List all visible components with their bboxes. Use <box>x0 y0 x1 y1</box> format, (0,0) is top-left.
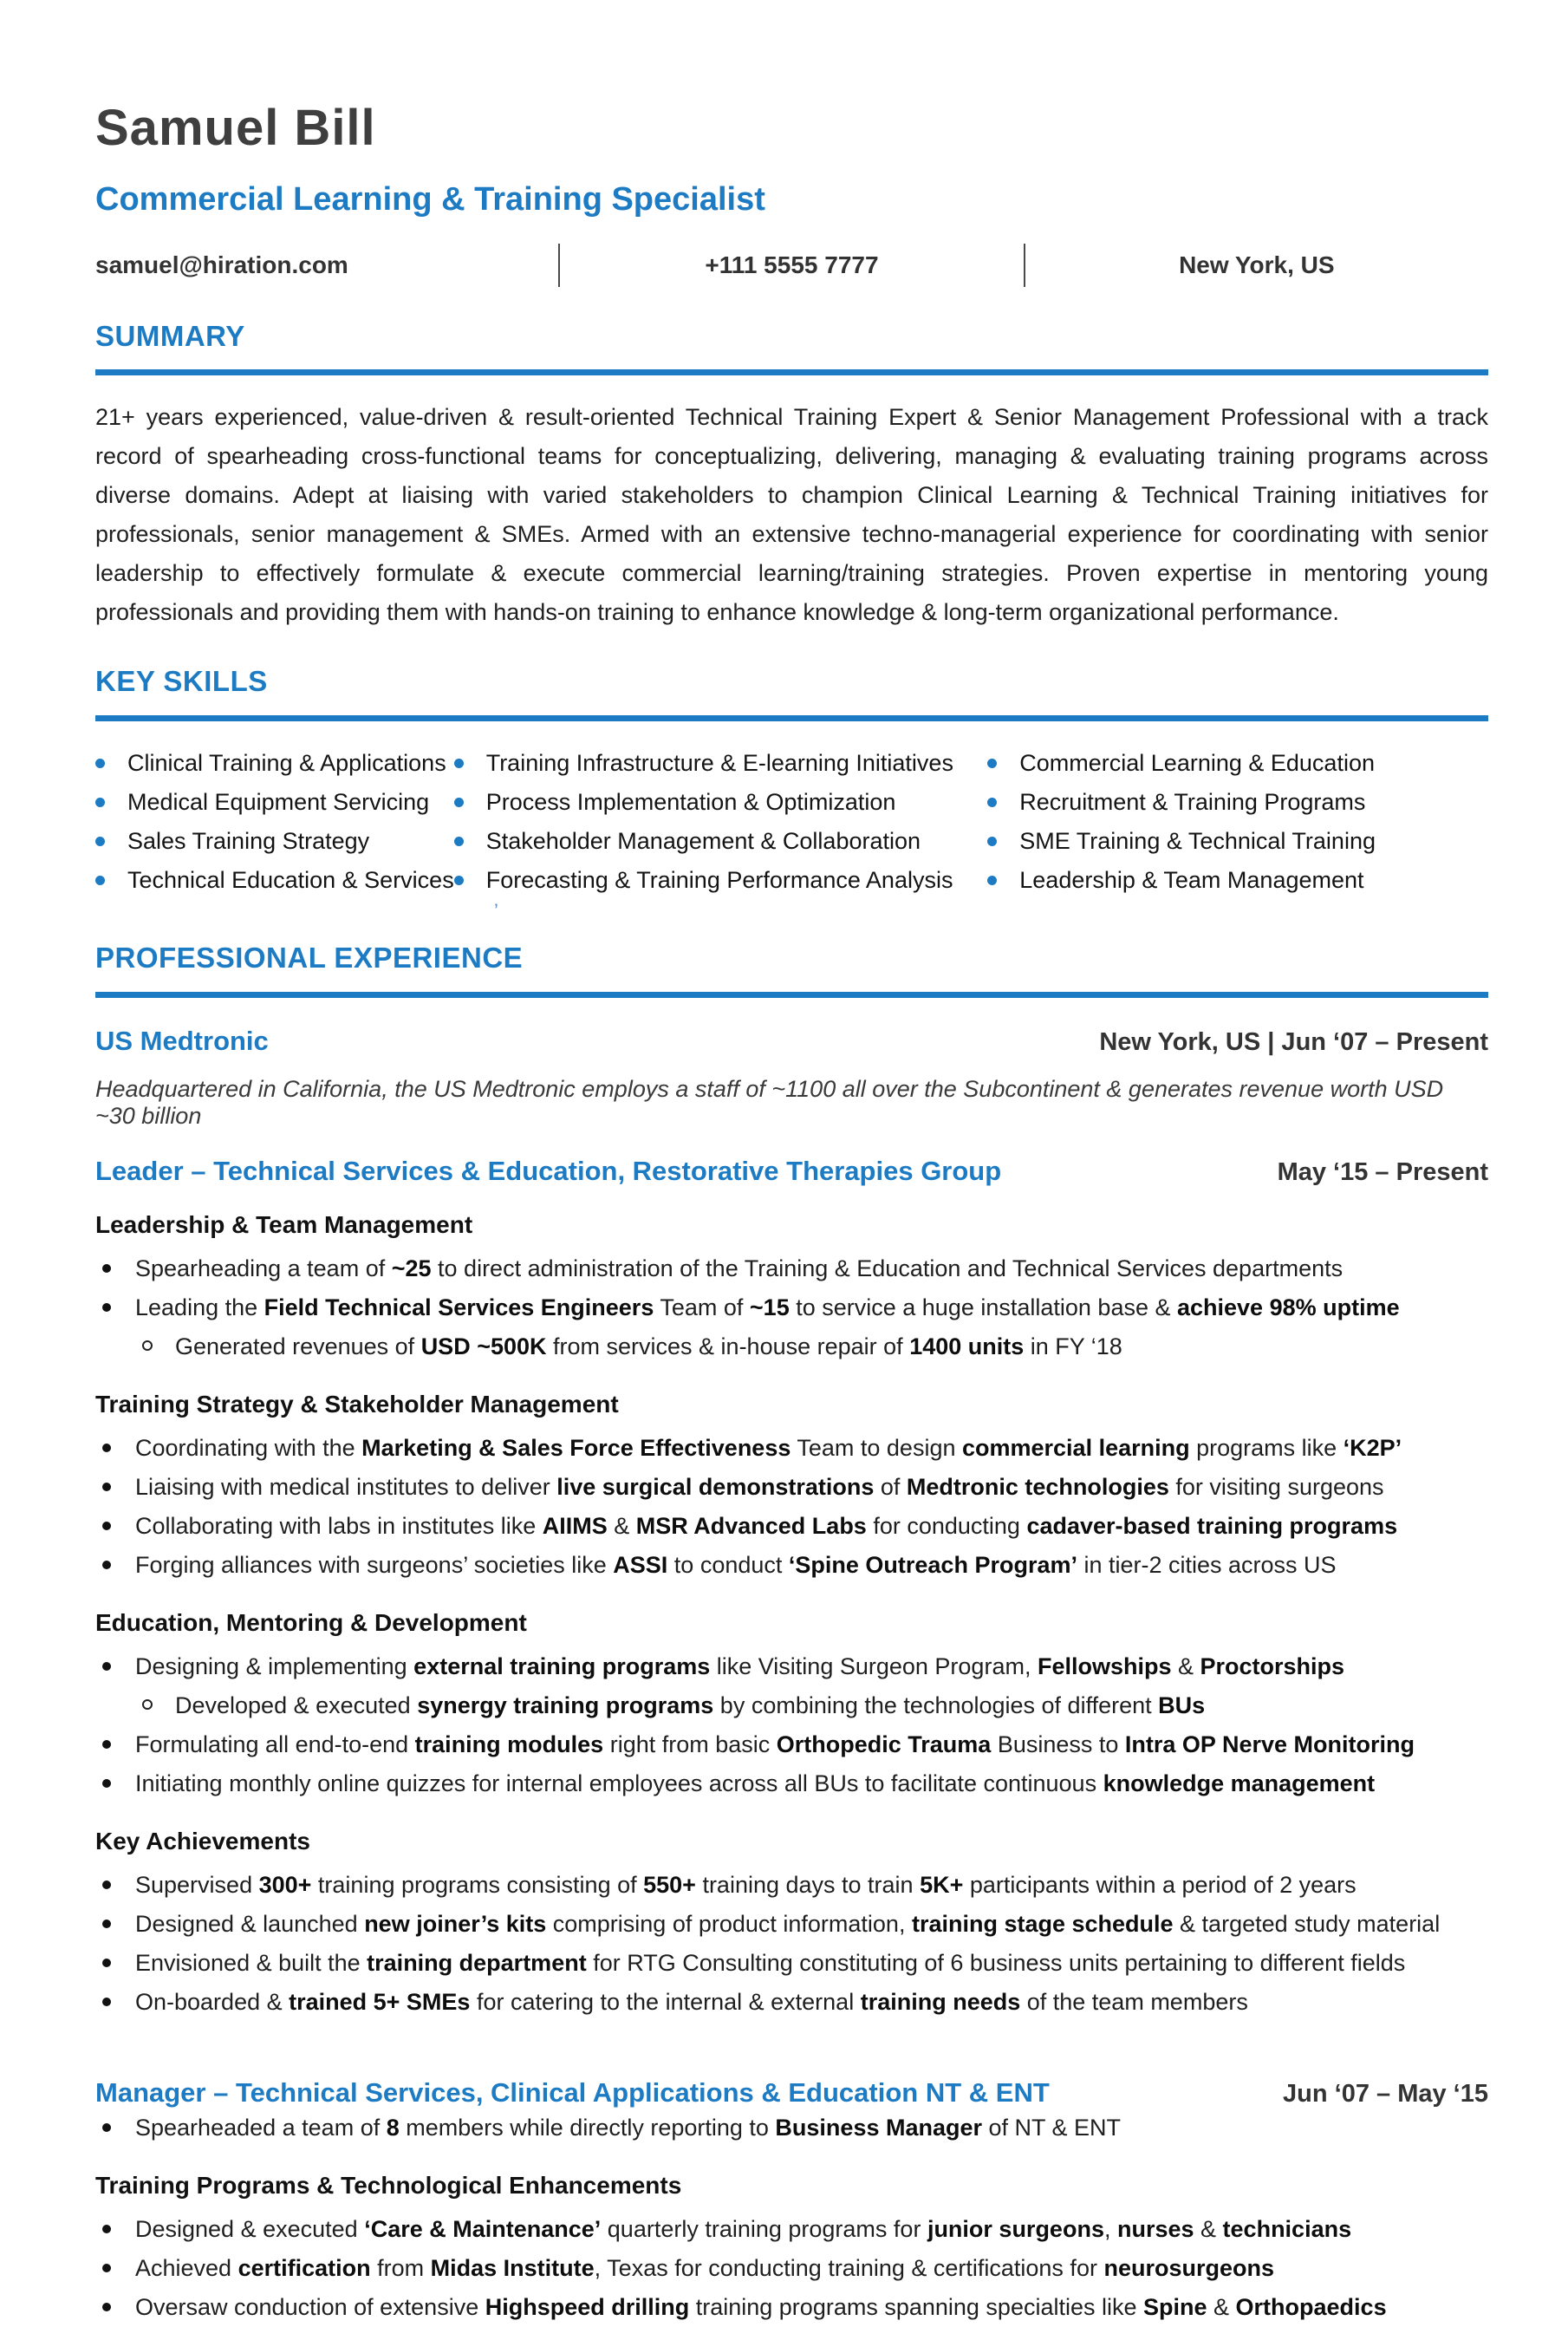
text-segment: for catering to the internal & external <box>470 1988 861 2015</box>
bullet-text <box>135 1764 1375 1803</box>
bullet-dot-icon <box>102 2225 111 2233</box>
bullet-dot-icon <box>95 798 105 807</box>
skill-item <box>454 861 988 900</box>
bold-text-segment: ‘Care & Maintenance’ <box>364 2215 602 2242</box>
bullet-text <box>135 1249 1343 1288</box>
skill-item <box>987 822 1488 861</box>
bullet-dot-icon <box>102 1662 111 1671</box>
bullet-text <box>135 1647 1344 1686</box>
skill-label: Training Infrastructure & E-learning Initiatives <box>485 750 953 777</box>
text-segment: by combining the technologies of different <box>713 1691 1159 1718</box>
text-segment: members while directly reporting to <box>399 2114 776 2141</box>
bullet-item <box>95 1468 1488 1507</box>
bullet-dot-icon <box>102 1998 111 2006</box>
skill-item <box>987 783 1488 822</box>
bold-text-segment: ~25 <box>391 1255 432 1281</box>
bold-text-segment: Spine <box>1143 2293 1207 2320</box>
section-rule <box>95 992 1488 998</box>
bold-text-segment: Intra OP Nerve Monitoring <box>1124 1731 1415 1757</box>
text-segment: Business to <box>991 1731 1125 1757</box>
text-segment: Envisioned & built the <box>135 1949 368 1976</box>
skill-label: Clinical Training & Applications <box>127 750 446 777</box>
bullet-item <box>95 1327 1488 1366</box>
bullet-item <box>95 1288 1488 1327</box>
bullet-item <box>95 1905 1488 1944</box>
bullet-dot-icon <box>987 876 997 885</box>
skill-label: Leadership & Team Management <box>1019 867 1364 894</box>
bullet-item <box>95 1647 1488 1686</box>
text-segment: to direct administration of the Training & Education and Technical Services departments <box>431 1255 1344 1281</box>
bold-text-segment: Medtronic technologies <box>906 1473 1169 1500</box>
text-segment: to conduct <box>667 1551 789 1578</box>
company-location-dates: New York, US | Jun ‘07 – Present <box>1099 1027 1488 1056</box>
company-name: US Medtronic <box>95 1025 269 1056</box>
text-segment: of NT & ENT <box>982 2114 1122 2141</box>
bullet-dot-icon <box>95 837 105 846</box>
bold-text-segment: training needs <box>860 1988 1021 2015</box>
bold-text-segment: cadaver-based training programs <box>1026 1512 1398 1539</box>
bullet-text <box>135 1983 1248 2022</box>
bold-text-segment: USD ~500K <box>420 1333 547 1359</box>
bullet-dot-icon <box>454 876 464 885</box>
text-segment: Team to design <box>791 1434 962 1461</box>
text-segment: Forging alliances with surgeons’ societies like <box>135 1551 614 1578</box>
text-segment: from services & in-house repair of <box>546 1333 910 1359</box>
text-segment: for RTG Consulting constituting of 6 business units pertaining to different fields <box>586 1949 1406 1976</box>
bullet-text <box>135 2288 1387 2327</box>
bullet-text <box>135 2109 1121 2148</box>
skill-item <box>95 861 454 900</box>
text-segment: Designed & launched <box>135 1910 365 1937</box>
bullet-dot-icon <box>987 837 997 846</box>
bullet-item <box>95 1686 1488 1725</box>
stray-mark: ’ <box>494 900 498 922</box>
bold-text-segment: ASSI <box>613 1551 668 1578</box>
section-experience <box>95 943 1488 2327</box>
skill-item <box>454 822 988 861</box>
company-tagline: Headquartered in California, the US Medtronic employs a staff of ~1100 all over the Subcontinent & generates revenue worth USD ~30 billion <box>95 1075 1444 1129</box>
sub-bullet-circle-icon <box>142 1340 153 1351</box>
bold-text-segment: Fellowships <box>1037 1652 1172 1679</box>
bold-text-segment: synergy training programs <box>417 1691 714 1718</box>
bullet-item <box>95 2109 1488 2148</box>
bullet-dot-icon <box>454 759 464 768</box>
group-subheading: Training Programs & Technological Enhancements <box>95 2171 682 2199</box>
bullet-dot-icon <box>454 837 464 846</box>
bullet-dot-icon <box>102 1483 111 1491</box>
bullet-dot-icon <box>102 2123 111 2132</box>
text-segment: On-boarded & <box>135 1988 290 2015</box>
bullet-dot-icon <box>102 1264 111 1273</box>
bold-text-segment: training modules <box>414 1731 604 1757</box>
group-subheading: Training Strategy & Stakeholder Management <box>95 1390 619 1418</box>
text-segment: right from basic <box>603 1731 777 1757</box>
skill-item <box>987 861 1488 900</box>
text-segment: Spearheaded a team of <box>135 2114 387 2141</box>
text-segment: Developed & executed <box>175 1691 418 1718</box>
bold-text-segment: 8 <box>386 2114 400 2141</box>
text-segment: in tier-2 cities across US <box>1077 1551 1337 1578</box>
text-segment: training programs spanning specialties like <box>689 2293 1144 2320</box>
text-segment: of the team members <box>1020 1988 1248 2015</box>
bold-text-segment: junior surgeons <box>927 2215 1104 2242</box>
bullet-text <box>135 2249 1274 2288</box>
text-segment: for visiting surgeons <box>1168 1473 1384 1500</box>
text-segment: , Texas for conducting training & certifications for <box>594 2254 1104 2281</box>
bullet-item <box>95 1546 1488 1585</box>
text-segment: comprising of product information, <box>546 1910 912 1937</box>
bold-text-segment: live surgical demonstrations <box>556 1473 875 1500</box>
bold-text-segment: training stage schedule <box>911 1910 1174 1937</box>
text-segment: Leading the <box>135 1294 264 1320</box>
bold-text-segment: Field Technical Services Engineers <box>264 1294 654 1320</box>
bullet-dot-icon <box>102 1740 111 1749</box>
bullet-text <box>135 1468 1384 1507</box>
text-segment: Designed & executed <box>135 2215 365 2242</box>
bullet-text <box>135 1905 1440 1944</box>
bullet-text <box>175 1327 1122 1366</box>
role-title: Leader – Technical Services & Education, Restorative Therapies Group <box>95 1155 1002 1186</box>
text-segment: Collaborating with labs in institutes like <box>135 1512 543 1539</box>
bullet-item <box>95 1249 1488 1288</box>
text-segment: Initiating monthly online quizzes for internal employees across all BUs to facilitate continuous <box>135 1770 1103 1796</box>
bullet-text <box>135 1725 1415 1764</box>
bullet-dot-icon <box>987 759 997 768</box>
text-segment: like Visiting Surgeon Program, <box>710 1652 1038 1679</box>
text-segment: participants within a period of 2 years <box>963 1871 1357 1898</box>
skill-item <box>987 744 1488 783</box>
bold-text-segment: 300+ <box>258 1871 312 1898</box>
bold-text-segment: trained 5+ SMEs <box>289 1988 471 2015</box>
bullet-dot-icon <box>987 798 997 807</box>
text-segment: Generated revenues of <box>175 1333 421 1359</box>
company-row <box>95 1026 1488 1057</box>
bullet-dot-icon <box>102 1303 111 1312</box>
bold-text-segment: commercial learning <box>961 1434 1190 1461</box>
text-segment: for conducting <box>866 1512 1027 1539</box>
bullet-dot-icon <box>454 798 464 807</box>
text-segment: & <box>1194 2215 1223 2242</box>
text-segment: , <box>1103 2215 1117 2242</box>
text-segment: Spearheading a team of <box>135 1255 392 1281</box>
group-subheading: Key Achievements <box>95 1827 310 1854</box>
text-segment: programs like <box>1189 1434 1344 1461</box>
bullet-item <box>95 1429 1488 1468</box>
bold-text-segment: certification <box>237 2254 371 2281</box>
group-subheading: Education, Mentoring & Development <box>95 1608 527 1636</box>
text-segment: Liaising with medical institutes to deliver <box>135 1473 557 1500</box>
bold-text-segment: neurosurgeons <box>1103 2254 1274 2281</box>
section-key-skills <box>95 667 1488 922</box>
bold-text-segment: MSR Advanced Labs <box>635 1512 867 1539</box>
bold-text-segment: Orthopaedics <box>1235 2293 1387 2320</box>
bold-text-segment: AIIMS <box>542 1512 608 1539</box>
role-dates: Jun ‘07 – May ‘15 <box>1283 2079 1488 2108</box>
bullet-text <box>175 1686 1205 1725</box>
experience-heading: PROFESSIONAL EXPERIENCE <box>95 942 524 974</box>
bold-text-segment: 5K+ <box>920 1871 964 1898</box>
text-segment: training days to train <box>695 1871 921 1898</box>
bold-text-segment: achieve 98% uptime <box>1177 1294 1400 1320</box>
bullet-item <box>95 1983 1488 2022</box>
contact-row <box>95 244 1488 287</box>
bold-text-segment: technicians <box>1222 2215 1352 2242</box>
bullet-item <box>95 1866 1488 1905</box>
text-segment: quarterly training programs for <box>601 2215 927 2242</box>
bullet-dot-icon <box>102 1444 111 1452</box>
skill-label: Stakeholder Management & Collaboration <box>485 828 921 855</box>
job-title: Commercial Learning & Training Specialist <box>95 180 765 218</box>
skill-item <box>95 744 454 783</box>
text-segment: of <box>874 1473 907 1500</box>
text-segment: Supervised <box>135 1871 259 1898</box>
section-rule <box>95 369 1488 375</box>
skill-label: SME Training & Technical Training <box>1019 828 1376 855</box>
skill-label: Recruitment & Training Programs <box>1019 789 1366 816</box>
bullet-dot-icon <box>95 876 105 885</box>
summary-text: 21+ years experienced, value-driven & result-oriented Technical Training Expert & Senior Management Professional with a track record of spearheading cross-functional teams for conceptualizing, delivering, managing & evaluating training programs across diverse domains. Adept at liaising with varied stakeholders to champion Clinical Learning & Technical Training initiatives for professionals, senior management & SMEs. Armed with an extensive techno-managerial experience for coordinating with senior leadership to effectively formulate & execute commercial learning/training strategies. Proven expertise in mentoring young professionals and providing them with hands-on training to enhance knowledge & long-term organizational performance. <box>95 404 1488 626</box>
bullet-dot-icon <box>102 2264 111 2272</box>
skill-label: Technical Education & Services <box>127 867 454 894</box>
skill-item <box>95 822 454 861</box>
candidate-name: Samuel Bill <box>95 100 376 156</box>
bullet-dot-icon <box>102 1561 111 1569</box>
text-segment: Designing & implementing <box>135 1652 414 1679</box>
bullet-item <box>95 2288 1488 2327</box>
bullet-item <box>95 2249 1488 2288</box>
bold-text-segment: nurses <box>1116 2215 1194 2242</box>
bold-text-segment: 550+ <box>643 1871 696 1898</box>
email-text: samuel@hiration.com <box>95 251 348 278</box>
text-segment: in FY ‘18 <box>1024 1333 1122 1359</box>
skill-label: Medical Equipment Servicing <box>127 789 430 816</box>
role-header <box>95 1156 1488 1187</box>
bullet-item <box>95 1725 1488 1764</box>
skill-label: Commercial Learning & Education <box>1019 750 1375 777</box>
bold-text-segment: Business Manager <box>775 2114 983 2141</box>
bullet-dot-icon <box>102 1881 111 1889</box>
bold-text-segment: Highspeed drilling <box>485 2293 690 2320</box>
bullet-item <box>95 1507 1488 1546</box>
skill-label: Sales Training Strategy <box>127 828 370 855</box>
bullet-text <box>135 1866 1357 1905</box>
skill-item <box>454 783 988 822</box>
bullet-text <box>135 1944 1405 1983</box>
roles-container <box>95 1156 1488 2327</box>
bold-text-segment: training department <box>367 1949 587 1976</box>
bold-text-segment: ‘K2P’ <box>1343 1434 1402 1461</box>
text-segment: & <box>1171 1652 1200 1679</box>
role-dates: May ‘15 – Present <box>1277 1157 1488 1186</box>
key-skills-heading: KEY SKILLS <box>95 665 268 698</box>
text-segment: Achieved <box>135 2254 238 2281</box>
bullet-text <box>135 2210 1351 2249</box>
text-segment: & targeted study material <box>1173 1910 1441 1937</box>
bold-text-segment: new joiner’s kits <box>364 1910 547 1937</box>
bullet-text <box>135 1288 1400 1327</box>
bullet-dot-icon <box>95 759 105 768</box>
phone-text: +111 5555 7777 <box>705 251 879 278</box>
bullet-dot-icon <box>102 1779 111 1788</box>
bullet-dot-icon <box>102 1920 111 1928</box>
bold-text-segment: Orthopedic Trauma <box>776 1731 992 1757</box>
text-segment: to service a huge installation base & <box>789 1294 1177 1320</box>
text-segment: Formulating all end-to-end <box>135 1731 415 1757</box>
skill-label: Process Implementation & Optimization <box>485 789 896 816</box>
skill-item <box>95 783 454 822</box>
bullet-dot-icon <box>102 1959 111 1967</box>
bold-text-segment: BUs <box>1158 1691 1206 1718</box>
bullet-item <box>95 2210 1488 2249</box>
bullet-text <box>135 1507 1397 1546</box>
skill-column <box>454 744 988 900</box>
bold-text-segment: knowledge management <box>1103 1770 1376 1796</box>
skills-grid <box>95 744 1488 900</box>
section-summary <box>95 319 1488 633</box>
skill-column <box>95 744 454 900</box>
skill-label: Forecasting & Training Performance Analysis <box>485 867 953 894</box>
bold-text-segment: external training programs <box>413 1652 711 1679</box>
role-block <box>95 1156 1488 2022</box>
sub-bullet-circle-icon <box>142 1699 153 1710</box>
section-rule <box>95 715 1488 721</box>
text-segment: Coordinating with the <box>135 1434 362 1461</box>
bullet-dot-icon <box>102 1522 111 1530</box>
text-segment: & <box>1207 2293 1236 2320</box>
role-block <box>95 2077 1488 2327</box>
text-segment: Team of <box>654 1294 750 1320</box>
bullet-item <box>95 1764 1488 1803</box>
bullet-text <box>135 1546 1337 1585</box>
text-segment: & <box>607 1512 636 1539</box>
bold-text-segment: Marketing & Sales Force Effectiveness <box>361 1434 791 1461</box>
skill-column <box>987 744 1488 900</box>
bullet-dot-icon <box>102 2303 111 2311</box>
summary-heading: SUMMARY <box>95 319 245 352</box>
role-title: Manager – Technical Services, Clinical Applications & Education NT & ENT <box>95 2076 1050 2108</box>
bold-text-segment: ‘Spine Outreach Program’ <box>788 1551 1077 1578</box>
bullet-text <box>135 1429 1402 1468</box>
bullet-item <box>95 1944 1488 1983</box>
bold-text-segment: Proctorships <box>1200 1652 1345 1679</box>
bold-text-segment: Midas Institute <box>430 2254 595 2281</box>
location-text: New York, US <box>1179 251 1335 278</box>
text-segment: Oversaw conduction of extensive <box>135 2293 485 2320</box>
bold-text-segment: 1400 units <box>909 1333 1025 1359</box>
role-header <box>95 2077 1488 2109</box>
resume-header <box>95 102 1488 287</box>
group-subheading: Leadership & Team Management <box>95 1210 473 1238</box>
text-segment: from <box>370 2254 431 2281</box>
skill-item <box>454 744 988 783</box>
bold-text-segment: ~15 <box>749 1294 790 1320</box>
text-segment: training programs consisting of <box>311 1871 644 1898</box>
